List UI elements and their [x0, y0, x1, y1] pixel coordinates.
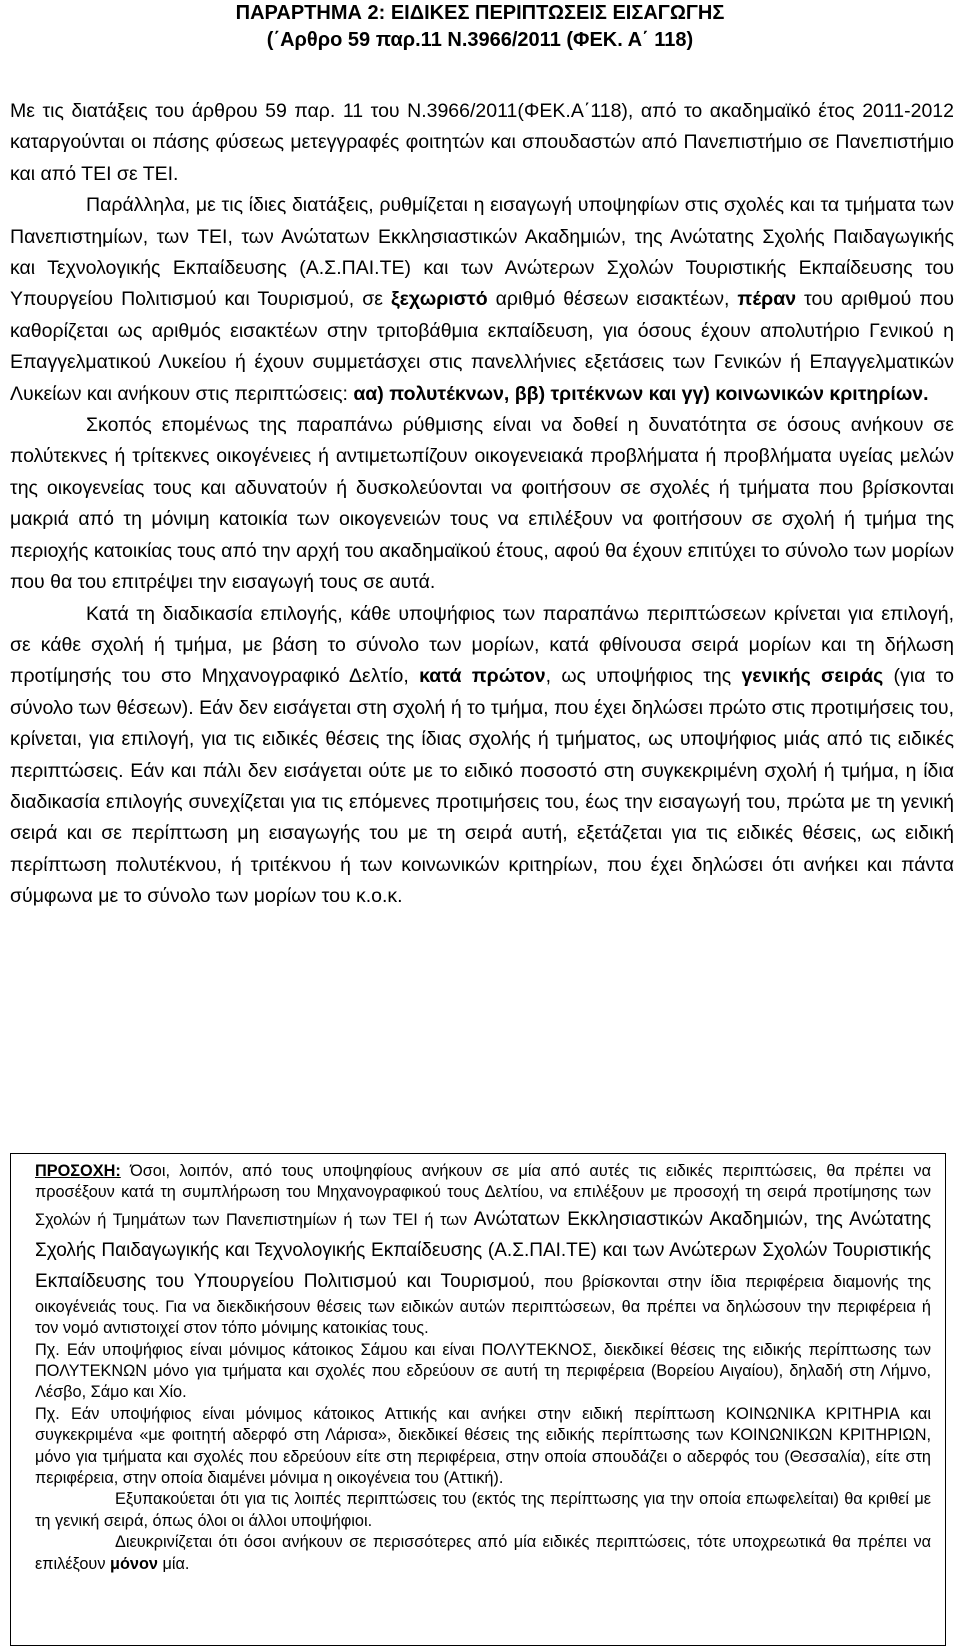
- notice-paragraph-1: [35, 1161, 931, 1340]
- notice-paragraph-3: Πχ. Εάν υποψήφιος είναι μόνιμος κάτοικος Αττικής και ανήκει στην ειδική περίπτωση ΚΟΙΝΩΝΙΚΑ ΚΡΙΤΗΡΙΑ και συγκεκριμένα «με φοιτητή αδερφό στη Λάρισα», διεκδικεί θέσεις της ειδικής περίπτωσης των ΚΟΙΝΩΝΙΚΩΝ ΚΡΙΤΗΡΙΩΝ, μόνο για τμήματα και σχολές που εδρεύουν είτε στη περιφέρεια, στην οποία σπουδάζει ο αδερφός του (Θεσσαλία), είτε στη περιφέρεια, στην οποία διαμένει μόνιμα η οικογένεια του (Αττική).: [35, 1404, 931, 1488]
- notice-box: [10, 1153, 946, 1646]
- paragraph-2-text-c: αριθμό θέσεων εισακτέων,: [487, 288, 738, 311]
- notice-paragraph-2: Πχ. Εάν υποψήφιος είναι μόνιμος κάτοικος Σάμου και είναι ΠΟΛΥΤΕΚΝΟΣ, διεκδικεί θέσεις της ειδικής περίπτωσης των ΠΟΛΥΤΕΚΝΩΝ μόνο για τμήματα και σχολές που εδρεύουν σε αυτή τη περιφέρεια (Βορείου Αιγαίου), δηλαδή στη Λήμνο, Λέσβο, Σάμο και Χίο.: [35, 1340, 931, 1402]
- paragraph-4: [10, 599, 954, 913]
- document-body: [10, 96, 954, 913]
- title-line-1: ΠΑΡΑΡΤΗΜΑ 2: ΕΙΔΙΚΕΣ ΠΕΡΙΠΤΩΣΕΙΣ ΕΙΣΑΓΩΓΗΣ: [235, 2, 725, 24]
- notice-p5-text-c: μία.: [157, 1554, 190, 1573]
- notice-p1-text-b: που βρίσκονται στην ίδια περιφέρεια διαμονής της οικογένειάς τους. Για να διεκδικήσουν θέσεις των ειδικών αυτών περιπτώσεων, θα πρέπει να δηλώσουν την περιφέρεια ή τον νομό αντιστοιχεί στον τόπο μόνιμης κατοικίας τους.: [35, 1272, 931, 1338]
- paragraph-2-bold-1: ξεχωριστό: [390, 288, 488, 311]
- notice-label: ΠΡΟΣΟΧΗ:: [35, 1162, 121, 1180]
- paragraph-2-bold-3: αα) πολυτέκνων, ββ) τριτέκνων και γγ) κοινωνικών κριτηρίων.: [353, 382, 929, 405]
- document-title: [0, 0, 960, 54]
- notice-p1-large-text: Ανώτατων Εκκλησιαστικών Ακαδημιών, της Ανώτατης Σχολής Παιδαγωγικής και Τεχνολογικής Εκπαίδευσης (Α.Σ.ΠΑΙ.ΤΕ) και των Ανώτερων Σχολών Τουριστικής Εκπαίδευσης του Υπουργείου Πολιτισμού και Τουρισμού,: [35, 1208, 931, 1292]
- notice-p1-text-a: Όσοι, λοιπόν, από τους υποψηφίους ανήκουν σε μία από αυτές τις ειδικές περιπτώσεις, θα πρέπει να προσέξουν κατά τη συμπλήρωση του Μηχανογραφικού τους Δελτίου, να επιλέξουν με προσοχή τη σειρά προτίμησης των Σχολών ή Τμημάτων των Πανεπιστημίων ή των ΤΕΙ ή των: [35, 1162, 931, 1229]
- paragraph-2-bold-2: πέραν: [737, 288, 797, 311]
- paragraph-2: [10, 190, 954, 410]
- paragraph-4-text-d: (για το σύνολο των θέσεων). Εάν δεν εισάγεται στη σχολή ή το τμήμα, που έχει δηλώσει πρώτο στις προτιμήσεις του, κρίνεται, για επιλογή, για τις ειδικές θέσεις της ίδιας σχολής ή τμήματος, ως υποψήφιος μιάς από τις ειδικές περιπτώσεις. Εάν και πάλι δεν εισάγεται ούτε με το ειδικό ποσοστό στη συγκεκριμένη σχολή ή τμήμα, η ίδια διαδικασία επιλογής συνεχίζεται για τις επόμενες προτιμήσεις του, έως την εισαγωγή του, πρώτα με τη γενική σειρά και σε περίπτωση μη εισαγωγής του με τη σειρά αυτή, εξετάζεται για τις ειδικές θέσεις, ως ειδική περίπτωση πολυτέκνου, ή τριτέκνου ή των κοινωνικών κριτηρίων, που έχει δηλώσει ότι ανήκει και πάντα σύμφωνα με το σύνολο των μορίων του κ.ο.κ.: [10, 665, 954, 908]
- title-line-2: (΄Αρθρο 59 παρ.11 Ν.3966/2011 (ΦΕΚ. Α΄ 118): [266, 29, 694, 51]
- notice-paragraph-4: Εξυπακούεται ότι για τις λοιπές περιπτώσεις του (εκτός της περίπτωσης για την οποία επωφελείται) θα κριθεί με τη γενική σειρά, όπως όλοι οι άλλοι υποψήφιοι.: [35, 1490, 931, 1530]
- paragraph-3: Σκοπός επομένως της παραπάνω ρύθμισης είναι να δοθεί η δυνατότητα σε όσους ανήκουν σε πολύτεκνες ή τρίτεκνες οικογένειες ή αντιμετωπίζουν οικογενειακά προβλήματα ή προβλήματα υγείας μελών της οικογενείας τους και αδυνατούν ή δυσκολεύονται να φοιτήσουν σε σχολές ή τμήματα που βρίσκονται μακριά από τη μόνιμη κατοικία των οικογενειών τους να επιλέξουν να φοιτήσουν σε σχολή ή τμήμα της περιοχής κατοικίας τους από την αρχή του ακαδημαϊκού έτους, αφού θα έχουν επιτύχει το σύνολο των μορίων που θα του επιτρέψει την εισαγωγή τους σε αυτά.: [10, 414, 954, 594]
- paragraph-2-text-a: Παράλληλα, με τις ίδιες διατάξεις, ρυθμίζεται η εισαγωγή υποψηφίων στις σχολές και τα τμήματα των Πανεπιστημίων, των ΤΕΙ, των Ανώτατων Εκκλησιαστικών Ακαδημιών, της Ανώτατης Σχολής Παιδαγωγικής και Τεχνολογικής Εκπαίδευσης (Α.Σ.ΠΑΙ.ΤΕ) και των Ανώτερων Σχολών Τουριστικής Εκπαίδευσης του Υπουργείου Πολιτισμού και Τουρισμού, σε: [10, 194, 954, 311]
- notice-p5-bold: μόνον: [109, 1554, 158, 1573]
- notice-p5-text-a: Διευκρινίζεται ότι όσοι ανήκουν σε περισσότερες από μία ειδικές περιπτώσεις, τότε υποχρεωτικά θα πρέπει να επιλέξουν: [35, 1533, 931, 1573]
- paragraph-4-text-a: Κατά τη διαδικασία επιλογής, κάθε υποψήφιος των παραπάνω περιπτώσεων κρίνεται για επιλογή, σε κάθε σχολή ή τμήμα, με βάση το σύνολο των μορίων, κατά φθίνουσα σειρά μορίων και τη δήλωση προτίμησής του στο Μηχανογραφικό Δελτίο,: [10, 602, 954, 688]
- paragraph-4-bold-1: κατά πρώτον: [419, 665, 546, 688]
- paragraph-4-text-c: , ως υποψήφιος της: [545, 665, 742, 688]
- paragraph-1: Με τις διατάξεις του άρθρου 59 παρ. 11 του Ν.3966/2011(ΦΕΚ.Α΄118), από το ακαδημαϊκό έτος 2011-2012 καταργούνται οι πάσης φύσεως μετεγγραφές φοιτητών και σπουδαστών από Πανεπιστήμιο σε Πανεπιστήμιο και από ΤΕΙ σε ΤΕΙ.: [10, 100, 954, 185]
- notice-paragraph-5: [35, 1532, 931, 1575]
- paragraph-2-text-d: του αριθμού που καθορίζεται ως αριθμός εισακτέων στην τριτοβάθμια εκπαίδευση, για όσους έχουν απολυτήριο Γενικού η Επαγγελματικού Λυκείου ή έχουν συμμετάσχει στις πανελλήνιες εξετάσεις των Γενικών ή Επαγγελματικών Λυκείων και ανήκουν στις περιπτώσεις:: [10, 288, 954, 405]
- paragraph-4-bold-2: γενικής σειράς: [741, 665, 884, 688]
